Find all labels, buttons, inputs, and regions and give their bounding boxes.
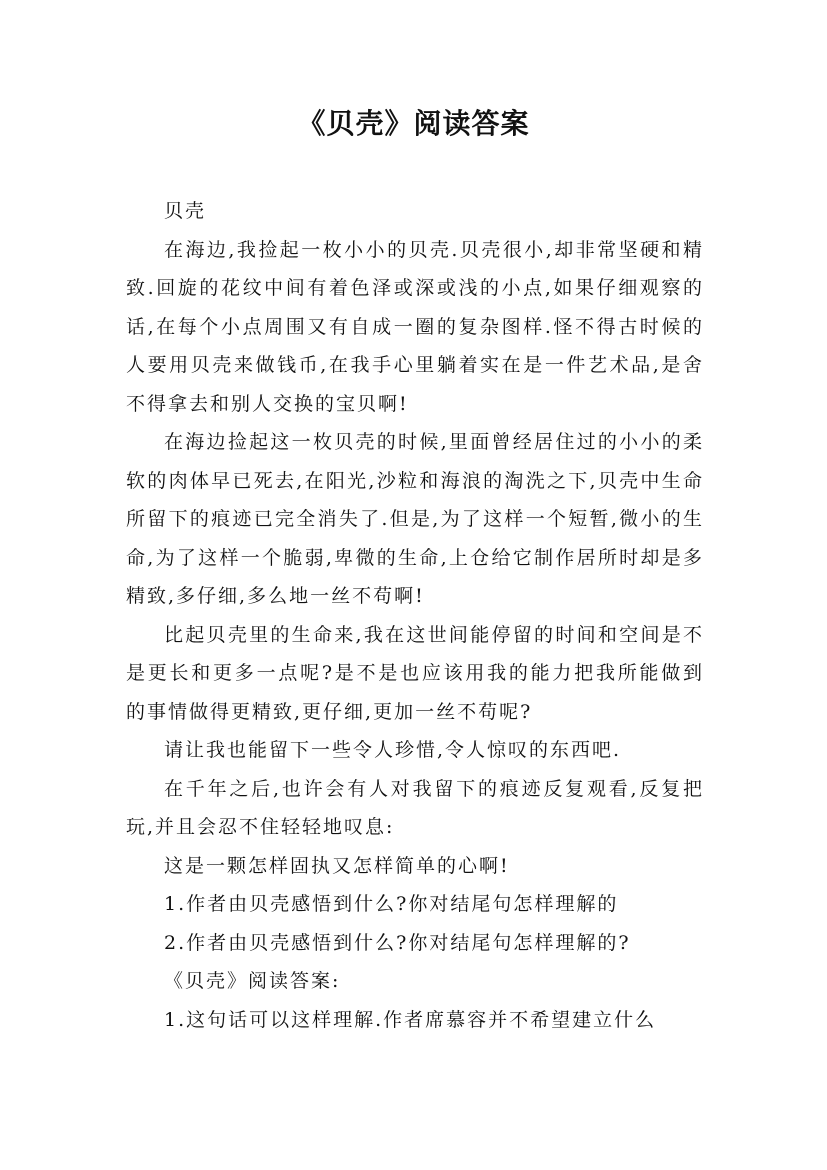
answer-1: 1.这句话可以这样理解.作者席慕容并不希望建立什么 [164,1008,657,1031]
paragraph: 比起贝壳里的生命来,我在这世间能停留的时间和空间是不是更长和更多一点呢?是不是也应该用我的能力把我所能做到的事情做得更精致,更仔细,更加一丝不苟呢? [126,623,704,723]
paragraph: 在海边捡起这一枚贝壳的时候,里面曾经居住过的小小的柔软的肉体早已死去,在阳光,沙粒和海浪的淘洗之下,贝壳中生命所留下的痕迹已完全消失了.但是,为了这样一个短暂,微小的生命,为了这样一个脆弱,卑微的生命,上仓给它制作居所时却是多精致,多仔细,多么地一丝不苟啊! [126,431,704,607]
article-body [126,192,704,1039]
answer-heading: 《贝壳》阅读答案: [164,970,341,992]
question-1: 1.作者由贝壳感悟到什么?你对结尾句怎样理解的 [164,893,619,915]
paragraph: 在海边,我捡起一枚小小的贝壳.贝壳很小,却非常坚硬和精致.回旋的花纹中间有着色泽或深或浅的小点,如果仔细观察的话,在每个小点周围又有自成一圈的复杂图样.怪不得古时候的人要用贝壳来做钱币,在我手心里躺着实在是一件艺术品,是舍不得拿去和别人交换的宝贝啊! [126,238,704,415]
paragraph: 请让我也能留下一些令人珍惜,令人惊叹的东西吧. [164,739,622,761]
paragraph: 在千年之后,也许会有人对我留下的痕迹反复观看,反复把玩,并且会忍不住轻轻地叹息: [126,777,704,838]
essay-heading: 贝壳 [164,200,207,222]
paragraph: 这是一颗怎样固执又怎样简单的心啊! [164,854,510,877]
question-2: 2.作者由贝壳感悟到什么?你对结尾句怎样理解的? [164,931,631,954]
page-title: 《贝壳》阅读答案 [297,107,530,140]
